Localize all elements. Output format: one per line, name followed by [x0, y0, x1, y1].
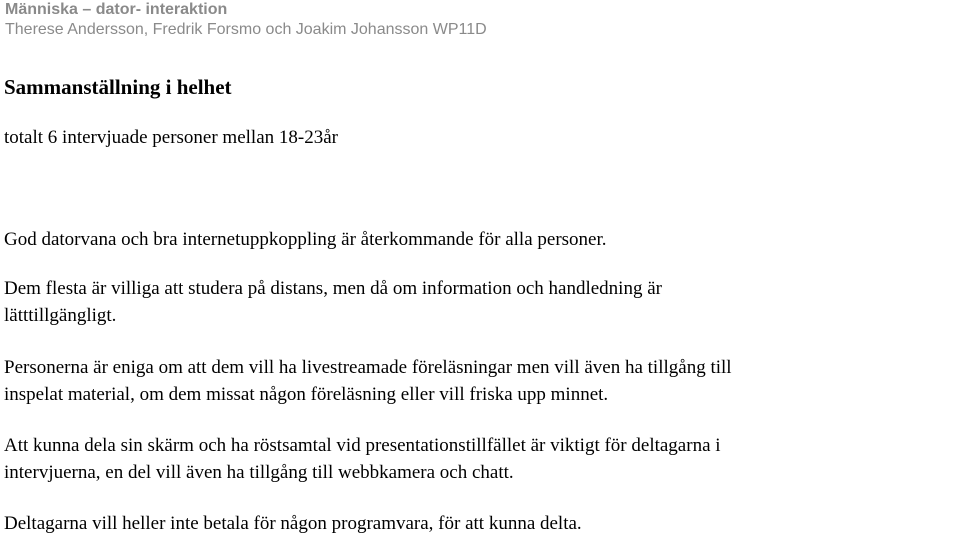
paragraph-line: God datorvana och bra internetuppkoppling är återkommande för alla personer. [4, 229, 607, 250]
paragraph-line: Att kunna dela sin skärm och ha röstsamtal vid presentationstillfället är viktigt för deltagarna i [4, 435, 721, 456]
course-title: Människa – dator- interaktion [5, 1, 228, 18]
paragraph-line: Deltagarna vill heller inte betala för någon programvara, för att kunna delta. [4, 513, 582, 534]
paragraph-line: lätttillgängligt. [4, 305, 117, 326]
paragraph-computer-skills [4, 226, 607, 253]
paragraph-screen-sharing [4, 432, 721, 486]
section-title: Sammanställning i helhet [4, 75, 232, 99]
paragraph-line: Personerna är eniga om att dem vill ha livestreamade föreläsningar men vill även ha tillgång till [4, 357, 732, 378]
paragraph-distance-study [4, 275, 662, 329]
paragraph-line: intervjuerna, en del vill även ha tillgång till webbkamera och chatt. [4, 462, 514, 483]
paragraph-line: Dem flesta är villiga att studera på distans, men då om information och handledning är [4, 278, 662, 299]
authors-line: Therese Andersson, Fredrik Forsmo och Joakim Johansson WP11D [5, 21, 487, 38]
paragraph-livestream [4, 354, 732, 408]
paragraph-line: inspelat material, om dem missat någon föreläsning eller vill friska upp minnet. [4, 384, 609, 405]
paragraph-software-cost [4, 510, 582, 537]
interview-count: totalt 6 intervjuade personer mellan 18-23år [4, 127, 338, 148]
page-header [5, 0, 487, 40]
